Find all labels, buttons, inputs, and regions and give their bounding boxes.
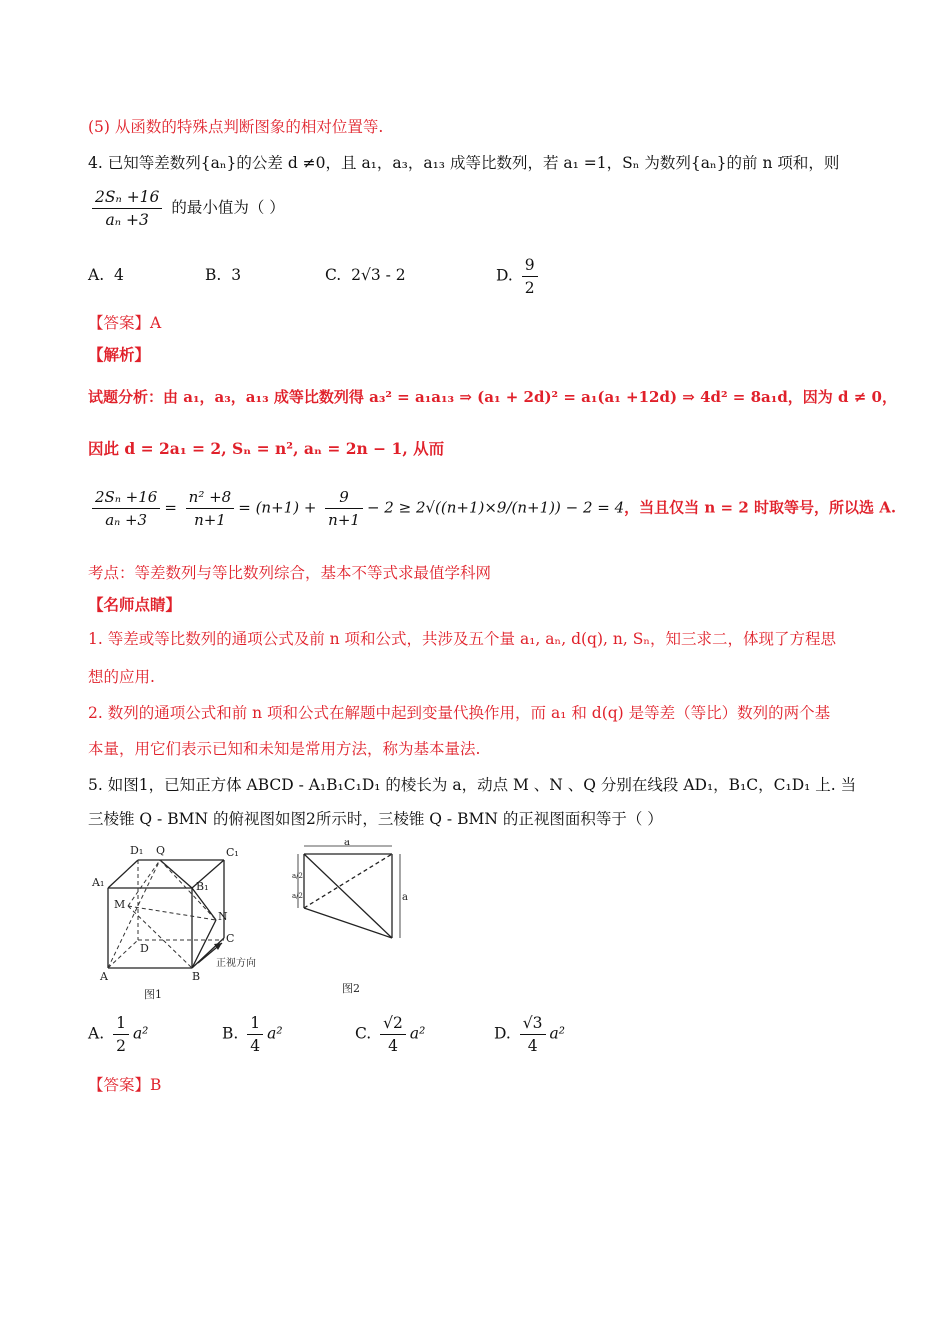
hidden-edge [108,940,138,968]
option-denominator: 4 [388,1037,398,1055]
q4-expression [92,186,162,231]
option-tail: a² [267,1024,283,1043]
option-denominator: 2 [116,1037,126,1055]
figure-2-caption: 图2 [342,982,360,995]
option-numerator: 1 [247,1012,263,1035]
analysis-fraction-c [325,486,363,531]
label-d: D [140,942,149,955]
label-n: N [218,910,228,923]
q4-answer: 【答案】A [88,314,162,332]
q5-option-d [494,1012,565,1057]
hidden-edge [128,906,216,920]
fraction-denominator: n+1 [194,511,226,529]
option-label: C. [325,266,342,284]
option-numerator: √3 [520,1012,546,1035]
analysis-fraction-a [92,486,160,531]
option-tail: a² [409,1024,426,1043]
q4-option-b [205,266,241,284]
label-a: A [100,970,108,983]
option-denominator: 2 [524,279,535,297]
option-numerator: 1 [113,1012,129,1035]
edge [304,854,392,938]
fraction-denominator: aₙ +3 [105,511,148,529]
q5-stem-line2: 三棱锥 Q - BMN 的俯视图如图2所示时，三棱锥 Q - BMN 的正视图面积等于（ ） [88,810,663,828]
fraction-numerator: n² +8 [186,486,235,509]
option-value: 2√3 - 2 [351,266,406,284]
option-label: D. [494,1024,511,1043]
figure-1-caption: 图1 [144,988,162,1001]
q4-mingshi-1b: 想的应用. [88,668,155,686]
q4-stem-line2 [88,186,890,231]
edge [304,908,392,938]
figure-2-top-view [292,840,412,1002]
option-label: D. [496,266,513,285]
q4-option-d [496,254,542,299]
label-a-top: a [344,840,350,848]
label-b1: B₁ [196,880,209,893]
option-fraction [522,254,538,299]
option-tail: a² [132,1024,149,1043]
hidden-edge [304,854,392,908]
analysis-fraction-b [186,486,235,531]
q4-mingshi-title: 【名师点睛】 [88,595,182,614]
option-denominator: 4 [527,1037,538,1055]
option-denominator: 4 [250,1037,261,1055]
option-value: 4 [113,266,124,284]
hidden-edge [108,860,160,968]
q4-stem-line1: 4. 已知等差数列{aₙ}的公差 d ≠0，且 a₁，a₃，a₁₃ 成等比数列，若 a₁ =1，Sₙ 为数列{aₙ}的前 n 项和，则 [88,154,840,172]
q5-stem-line1: 5. 如图1，已知正方体 ABCD - A₁B₁C₁D₁ 的棱长为 a，动点 M 、N 、Q 分别在线段 AD₁，B₁C，C₁D₁ 上. 当 [88,776,857,794]
option-numerator: √2 [380,1012,406,1035]
label-q: Q [156,844,166,857]
q4-analysis-line1: 试题分析：由 a₁，a₃，a₁₃ 成等比数列得 a₃² = a₁a₁₃ ⇒ (a₁ + 2d)² = a₁(a₁ +12d) ⇒ 4d² = 8a₁d，因为 d ≠ 0， [88,388,897,406]
analysis-tail: ，当且仅当 n = 2 时取等号，所以选 A. [624,498,897,517]
q4-kaodian: 考点：等差数列与等比数列综合，基本不等式求最值学科网 [88,564,492,582]
fraction-numerator: 2Sₙ +16 [92,486,160,509]
figure-1-cube [88,838,288,1003]
label-a1: A₁ [92,876,105,889]
option-label: A. [88,1024,105,1043]
label-d1: D₁ [130,844,144,857]
option-label: B. [222,1024,239,1043]
q5-option-a [88,1012,148,1057]
option-numerator: 9 [522,254,538,277]
intro-line: (5) 从函数的特殊点判断图象的相对位置等. [88,118,384,136]
q4-expression-denominator: aₙ +3 [105,211,149,229]
label-c1: C₁ [226,846,239,859]
option-fraction [113,1012,129,1057]
label-m: M [114,898,126,911]
edge [160,860,192,888]
q5-option-c [355,1012,425,1057]
q4-mingshi-1a: 1. 等差或等比数列的通项公式及前 n 项和公式，共涉及五个量 a₁, aₙ, d(q), n, Sₙ，知三求二，体现了方程思 [88,630,837,648]
q5-option-b [222,1012,283,1057]
q4-analysis-line2: 因此 d = 2a₁ = 2, Sₙ = n², aₙ = 2n − 1, 从而 [88,439,445,458]
q4-expression-numerator: 2Sₙ +16 [92,186,162,209]
q4-analysis-line3: $\frac{\text{2Sₙ +16}}{\text{aₙ +3}}$ = $\frac{\text{n² +8}}{n+1}$ = (n+1) + $\frac{9}{n+1}$ − 2 ≥ 2√((n+1)×9/(n+1)) − 2 = 4，当且仅当 n = 2 时取等号，所以选 A. [88,486,890,531]
q5-answer: 【答案】B [88,1076,162,1094]
analysis-sqrt-part: − 2 ≥ 2√((n+1)×9/(n+1)) − 2 = 4 [366,498,625,517]
option-fraction [247,1012,263,1057]
label-a-half-2: a/2 [292,892,303,900]
q4-mingshi-2a: 2. 数列的通项公式和前 n 项和公式在解题中起到变量代换作用，而 a₁ 和 d(q) 是等差（等比）数列的两个基 [88,704,831,722]
option-fraction [380,1012,406,1057]
option-tail: a² [549,1024,565,1043]
option-label: B. [205,266,222,284]
q4-option-c [325,266,406,284]
hidden-edge [128,860,160,906]
edge [192,920,216,968]
edge [108,860,138,888]
label-b: B [192,970,201,983]
label-view-direction: 正视方向 [216,958,256,969]
option-label: C. [355,1024,372,1043]
label-a-half-1: a/2 [292,872,303,880]
option-label: A. [88,266,105,284]
analysis-mid: = (n+1) + [238,498,317,517]
fraction-numerator: 9 [325,486,363,509]
option-value: 3 [231,266,242,284]
q4-option-a [88,266,124,284]
q4-stem-tail: 的最小值为（ ） [171,198,285,217]
label-c: C [226,932,235,945]
q4-analysis-title: 【解析】 [88,345,151,364]
option-fraction [520,1012,546,1057]
fraction-denominator: n+1 [328,511,360,529]
label-a-right: a [402,892,408,903]
q4-mingshi-2b: 本量，用它们表示已知和未知是常用方法，称为基本量法. [88,740,481,758]
